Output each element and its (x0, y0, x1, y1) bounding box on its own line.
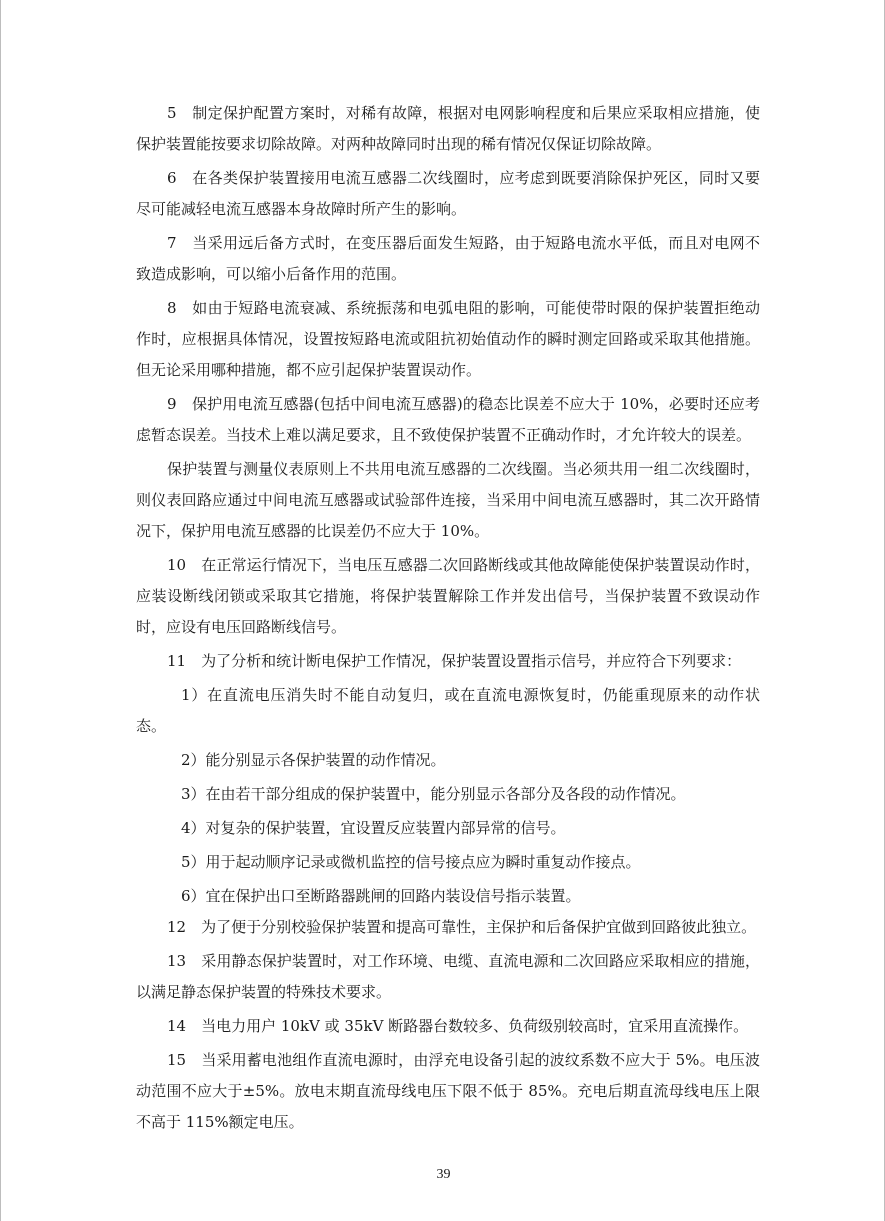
clause-11-item-1: 1）在直流电压消失时不能自动复归，或在直流电源恢复时，仍能重现原来的动作状态。 (136, 686, 760, 735)
clause-13: 13 采用静态保护装置时，对工作环境、电缆、直流电源和二次回路应采取相应的措施，以满足静态保护装置的特殊技术要求。 (136, 952, 760, 1001)
clause-7: 7 当采用远后备方式时，在变压器后面发生短路，由于短路电流水平低，而且对电网不致造成影响，可以缩小后备作用的范围。 (136, 234, 760, 283)
clause-11-item-2: 2）能分别显示各保护装置的动作情况。 (181, 751, 446, 769)
clause-11-item-4: 4）对复杂的保护装置，宜设置反应装置内部异常的信号。 (181, 819, 566, 837)
page-number: 39 (436, 1167, 451, 1182)
clause-8: 8 如由于短路电流衰减、系统振荡和电弧电阻的影响，可能使带时限的保护装置拒绝动作时，应根据具体情况，设置按短路电流或阻抗初始值动作的瞬时测定回路或采取其他措施。但无论采用哪种措施，都不应引起保护装置误动作。 (136, 299, 760, 379)
clause-11-item-6: 6）宜在保护出口至断路器跳闸的回路内装设信号指示装置。 (181, 887, 581, 905)
clause-11-item-5: 5）用于起动顺序记录或微机监控的信号接点应为瞬时重复动作接点。 (181, 853, 641, 871)
clause-6: 6 在各类保护装置接用电流互感器二次线圈时，应考虑到既要消除保护死区，同时又要尽可能减轻电流互感器本身故障时所产生的影响。 (136, 169, 760, 218)
clause-10: 10 在正常运行情况下，当电压互感器二次回路断线或其他故障能使保护装置误动作时，应装设断线闭锁或采取其它措施，将保护装置解除工作并发出信号，当保护装置不致误动作时，应设有电压回路断线信号。 (136, 556, 760, 636)
page-body (136, 98, 760, 1138)
clause-11: 11 为了分析和统计断电保护工作情况，保护装置设置指示信号，并应符合下列要求： (167, 652, 742, 670)
clause-15: 15 当采用蓄电池组作直流电源时，由浮充电设备引起的波纹系数不应大于 5%。电压波动范围不应大于±5%。放电末期直流母线电压下限不低于 85%。充电后期直流母线电压上限不高于 115%额定电压。 (136, 1051, 760, 1131)
clause-9: 9 保护用电流互感器(包括中间电流互感器)的稳态比误差不应大于 10%，必要时还应考虑暂态误差。当技术上难以满足要求，且不致使保护装置不正确动作时，才允许较大的误差。 (136, 395, 760, 444)
clause-12: 12 为了便于分别校验保护装置和提高可靠性，主保护和后备保护宜做到回路彼此独立。 (167, 918, 757, 936)
clause-11-item-3: 3）在由若干部分组成的保护装置中，能分别显示各部分及各段的动作情况。 (181, 785, 686, 803)
clause-14: 14 当电力用户 10kV 或 35kV 断路器台数较多、负荷级别较高时，宜采用直流操作。 (167, 1017, 749, 1035)
clause-5: 5 制定保护配置方案时，对稀有故障，根据对电网影响程度和后果应采取相应措施，使保护装置能按要求切除故障。对两种故障同时出现的稀有情况仅保证切除故障。 (136, 104, 760, 153)
clause-9-note: 保护装置与测量仪表原则上不共用电流互感器的二次线圈。当必须共用一组二次线圈时，则仪表回路应通过中间电流互感器或试验部件连接，当采用中间电流互感器时，其二次开路情况下，保护用电流互感器的比误差仍不应大于 10%。 (136, 460, 760, 540)
